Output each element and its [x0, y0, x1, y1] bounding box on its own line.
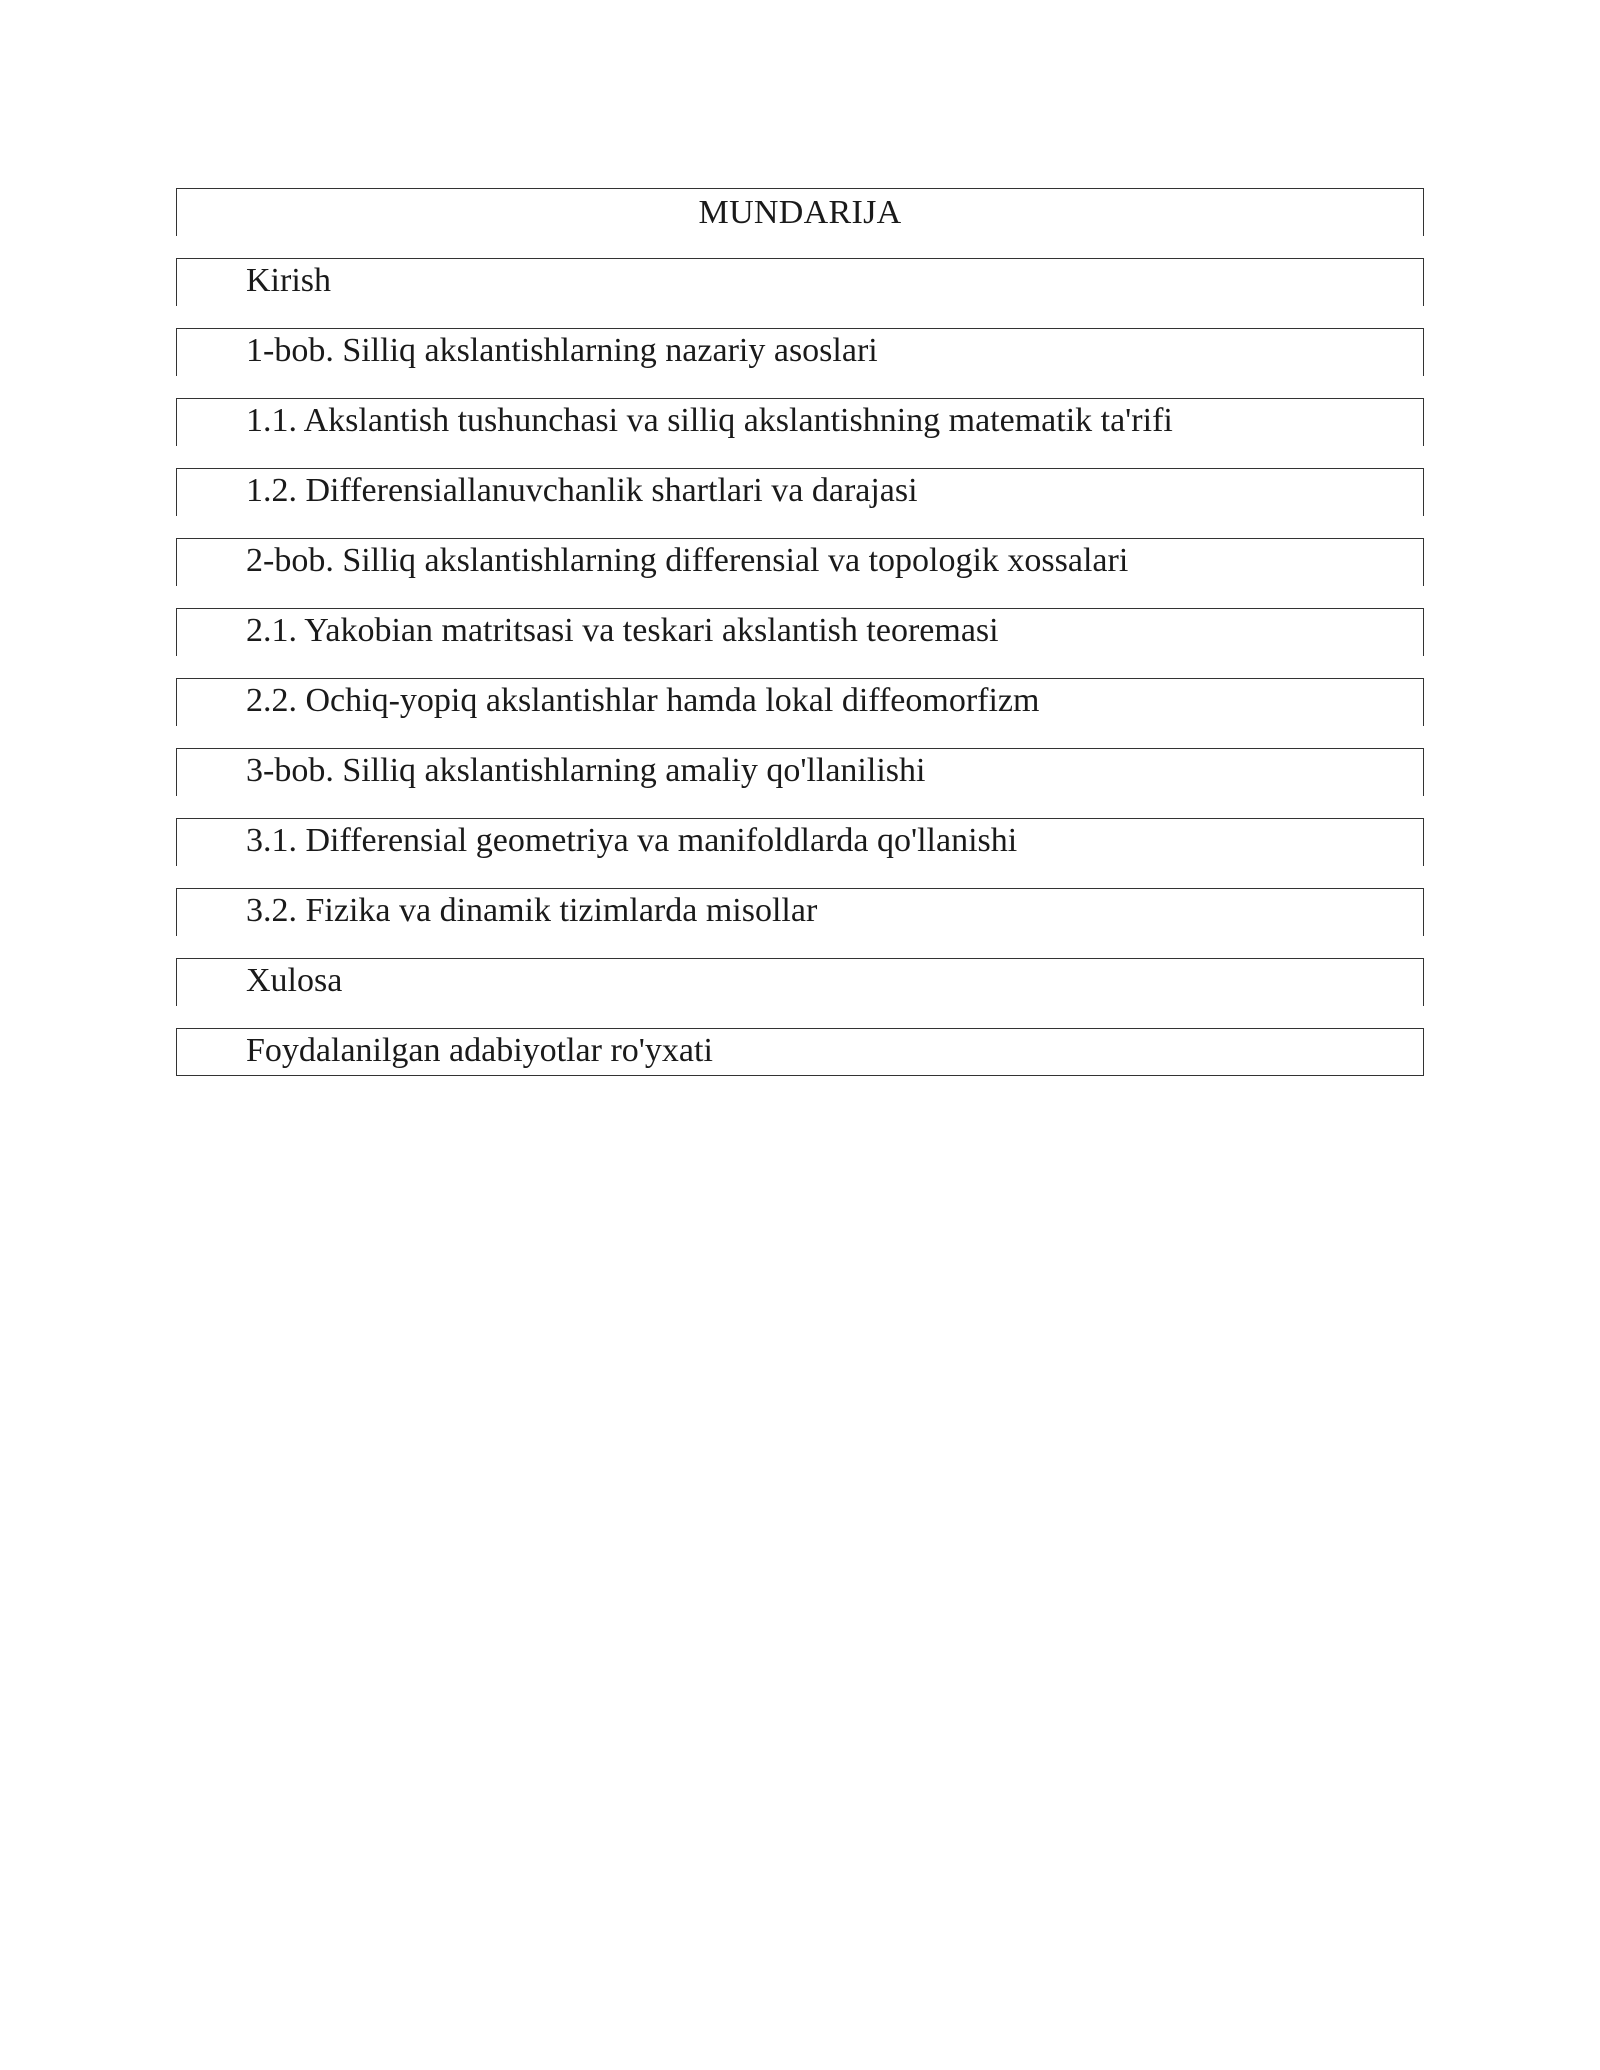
table-of-contents [176, 188, 1424, 1076]
toc-entry-label: Xulosa [246, 962, 343, 999]
toc-entry-xulosa [176, 958, 1424, 1006]
toc-entry-label: 3.2. Fizika va dinamik tizimlarda misollar [246, 892, 818, 929]
toc-entry-section-1-1 [176, 398, 1424, 446]
toc-title-row [176, 188, 1424, 236]
toc-entry-label: 1.2. Differensiallanuvchanlik shartlari va darajasi [246, 472, 918, 509]
toc-entry-references [176, 1028, 1424, 1076]
toc-entry-kirish [176, 258, 1424, 306]
toc-entry-section-1-2 [176, 468, 1424, 516]
toc-entry-section-2-1 [176, 608, 1424, 656]
toc-entry-label: Kirish [246, 262, 331, 299]
toc-entry-section-2-2 [176, 678, 1424, 726]
toc-entry-label: 2-bob. Silliq akslantishlarning differensial va topologik xossalari [246, 542, 1129, 579]
toc-entry-chapter-1 [176, 328, 1424, 376]
toc-entry-label: 3-bob. Silliq akslantishlarning amaliy qo'llanilishi [246, 752, 926, 789]
toc-entry-chapter-3 [176, 748, 1424, 796]
toc-title: MUNDARIJA [698, 194, 902, 231]
toc-entry-label: Foydalanilgan adabiyotlar ro'yxati [246, 1032, 713, 1069]
toc-entry-label: 1.1. Akslantish tushunchasi va silliq akslantishning matematik ta'rifi [246, 402, 1173, 439]
toc-entry-chapter-2 [176, 538, 1424, 586]
toc-entry-label: 3.1. Differensial geometriya va manifoldlarda qo'llanishi [246, 822, 1018, 859]
toc-entry-label: 2.2. Ochiq-yopiq akslantishlar hamda lokal diffeomorfizm [246, 682, 1040, 719]
toc-entry-label: 2.1. Yakobian matritsasi va teskari akslantish teoremasi [246, 612, 999, 649]
toc-entry-label: 1-bob. Silliq akslantishlarning nazariy asoslari [246, 332, 878, 369]
toc-entry-section-3-2 [176, 888, 1424, 936]
toc-entry-section-3-1 [176, 818, 1424, 866]
